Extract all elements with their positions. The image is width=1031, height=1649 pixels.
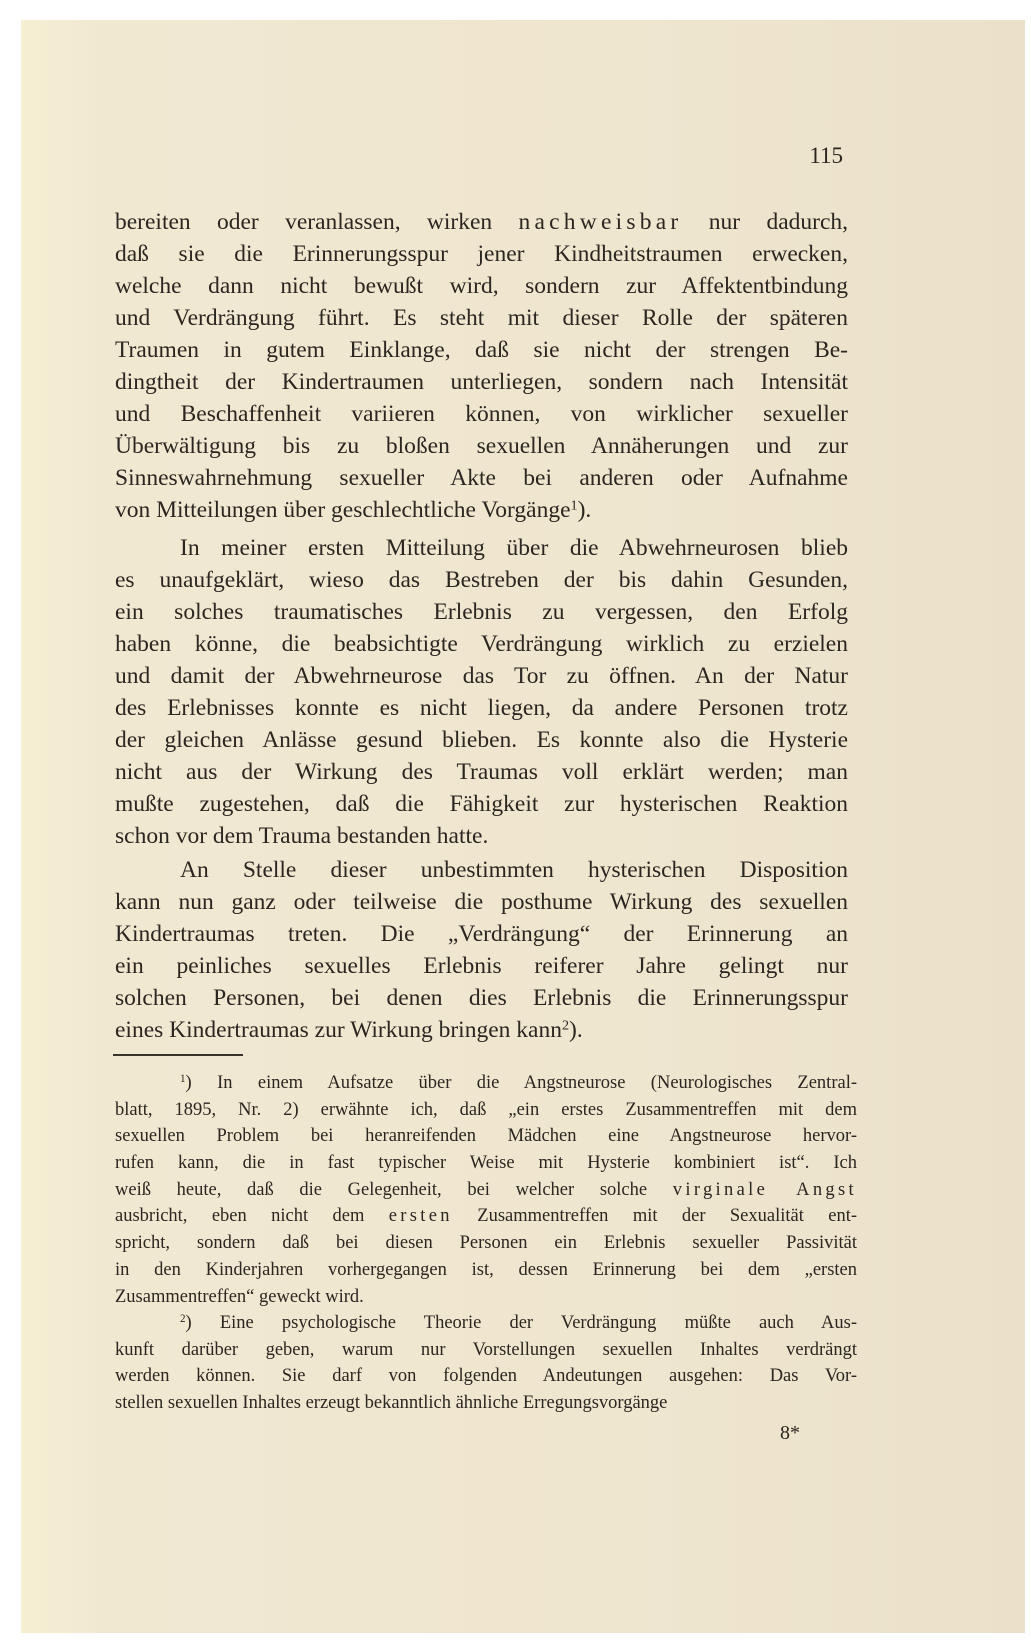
text-segment: ) In einem Aufsatze über die Angstneurose (Neurologisches Zentral- (185, 1073, 857, 1093)
text-segment: der gleichen Anlässe gesund blieben. Es konnte also die Hysterie (115, 727, 848, 753)
text-line (115, 1310, 857, 1337)
text-segment: weiß heute, daß die Gelegenheit, bei welcher solche (115, 1179, 673, 1200)
text-segment: Zusammentreffen mit der Sexualität ent- (452, 1206, 857, 1227)
text-segment: In meiner ersten Mitteilung über die Abwehrneurosen blieb (180, 535, 848, 561)
text-line (115, 430, 848, 462)
text-segment: eines Kindertraumas zur Wirkung bringen kann (115, 1017, 562, 1043)
text-line (115, 692, 848, 724)
text-line (115, 398, 848, 430)
signature-mark: 8* (780, 1422, 800, 1444)
text-segment: des Erlebnisses konnte es nicht liegen, da andere Personen trotz (115, 695, 848, 721)
footnote-marker: 1 (180, 1072, 186, 1085)
text-segment: Zusammentreffen“ geweckt wird. (115, 1286, 364, 1307)
text-segment: An Stelle dieser unbestimmten hysterischen Disposition (180, 857, 848, 883)
footnote-divider (113, 1054, 243, 1056)
text-line (115, 756, 848, 788)
page-number: 115 (809, 143, 843, 168)
text-segment: kunft darüber geben, warum nur Vorstellungen sexuellen Inhaltes verdrängt (115, 1339, 857, 1360)
footnote-1 (115, 1070, 857, 1310)
text-segment: mußte zugestehen, daß die Fähigkeit zur hysterischen Reaktion (115, 791, 848, 817)
emphasized-text: virginale Angst (672, 1179, 857, 1200)
text-line (115, 1230, 857, 1257)
text-line (115, 628, 848, 660)
text-line (115, 366, 848, 398)
text-segment: dingtheit der Kindertraumen unterliegen, sondern nach Intensität (115, 369, 848, 395)
text-line (115, 270, 848, 302)
text-segment: schon vor dem Trauma bestanden hatte. (115, 823, 489, 849)
footnote-marker: 2 (180, 1312, 186, 1325)
text-segment: und Verdrängung führt. Es steht mit dieser Rolle der späteren (115, 305, 848, 331)
text-segment: haben könne, die beabsichtigte Verdrängung wirklich zu erzielen (115, 631, 848, 657)
text-segment: rufen kann, die in fast typischer Weise mit Hysterie kombiniert ist“. Ich (115, 1153, 857, 1174)
text-line (115, 206, 848, 238)
text-line (115, 1150, 857, 1177)
text-line (115, 238, 848, 270)
text-segment: Sinneswahrnehmung sexueller Akte bei anderen oder Aufnahme (115, 465, 848, 491)
footnote-marker: 1 (570, 497, 578, 514)
text-segment: ein peinliches sexuelles Erlebnis reiferer Jahre gelingt nur (115, 953, 848, 979)
paragraph-1 (115, 206, 848, 526)
text-segment: welche dann nicht bewußt wird, sondern zur Affektentbindung (115, 273, 848, 299)
text-line (115, 564, 848, 596)
text-line (115, 950, 848, 982)
text-line (115, 1014, 848, 1046)
text-segment: solchen Personen, bei denen dies Erlebnis die Erinnerungsspur (115, 985, 848, 1011)
text-segment: sexuellen Problem bei heranreifenden Mädchen eine Angstneurose hervor- (115, 1126, 857, 1147)
footnote-2 (115, 1310, 857, 1417)
text-line (115, 788, 848, 820)
text-segment: ). (569, 1017, 583, 1043)
text-segment: und Beschaffenheit variieren können, von wirklicher sexueller (115, 401, 848, 427)
text-line (115, 596, 848, 628)
text-segment: und damit der Abwehrneurose das Tor zu öffnen. An der Natur (115, 663, 848, 689)
text-segment: kann nun ganz oder teilweise die posthume Wirkung des sexuellen (115, 889, 848, 915)
text-segment: werden können. Sie darf von folgenden Andeutungen ausgehen: Das Vor- (115, 1366, 857, 1387)
text-segment: nur dadurch, (682, 209, 849, 235)
text-segment: Überwältigung bis zu bloßen sexuellen Annäherungen und zur (115, 433, 848, 459)
text-line (115, 302, 848, 334)
text-segment: daß sie die Erinnerungsspur jener Kindheitstraumen erwecken, (115, 241, 848, 267)
text-line (115, 1337, 857, 1364)
text-line (115, 724, 848, 756)
text-line (115, 918, 848, 950)
text-segment: stellen sexuellen Inhaltes erzeugt bekanntlich ähnliche Erregungsvorgänge (115, 1393, 668, 1414)
text-line (115, 1203, 857, 1230)
text-segment: spricht, sondern daß bei diesen Personen ein Erlebnis sexueller Passivität (115, 1233, 857, 1254)
text-line (115, 334, 848, 366)
text-segment: Traumen in gutem Einklange, daß sie nicht der strengen Be- (115, 337, 848, 363)
emphasized-text: nachweisbar (518, 209, 683, 235)
text-segment: ). (577, 497, 592, 523)
text-segment: ein solches traumatisches Erlebnis zu vergessen, den Erfolg (115, 599, 848, 625)
text-segment: blatt, 1895, Nr. 2) erwähnte ich, daß „ein erstes Zusammentreffen mit dem (115, 1099, 857, 1120)
footnote-marker: 2 (561, 1017, 569, 1034)
text-segment: Kindertraumas treten. Die „Verdrängung“ der Erinnerung an (115, 921, 848, 947)
text-line (115, 886, 848, 918)
text-line (115, 1284, 857, 1311)
text-line (115, 1257, 857, 1284)
paragraph-2 (115, 532, 848, 852)
text-segment: in den Kinderjahren vorhergegangen ist, dessen Erinnerung bei dem „ersten (115, 1259, 857, 1280)
paragraph-3 (115, 854, 848, 1046)
text-line (115, 982, 848, 1014)
text-line (115, 532, 848, 564)
text-line (115, 660, 848, 692)
text-segment: bereiten oder veranlassen, wirken (115, 209, 519, 235)
text-line (115, 820, 848, 852)
text-segment: ausbricht, eben nicht dem (115, 1206, 389, 1227)
text-segment: nicht aus der Wirkung des Traumas voll erklärt werden; man (115, 759, 848, 785)
text-line (115, 1097, 857, 1124)
text-segment: von Mitteilungen über geschlechtliche Vorgänge (115, 497, 571, 523)
text-line (115, 1070, 857, 1097)
text-line (115, 1390, 857, 1417)
text-line (115, 854, 848, 886)
text-line (115, 494, 848, 526)
text-line (115, 462, 848, 494)
text-line (115, 1123, 857, 1150)
emphasized-text: ersten (388, 1206, 453, 1227)
text-line (115, 1177, 857, 1204)
text-segment: ) Eine psychologische Theorie der Verdrängung müßte auch Aus- (185, 1313, 857, 1333)
text-segment: es unaufgeklärt, wieso das Bestreben der bis dahin Gesunden, (115, 567, 848, 593)
text-line (115, 1363, 857, 1390)
